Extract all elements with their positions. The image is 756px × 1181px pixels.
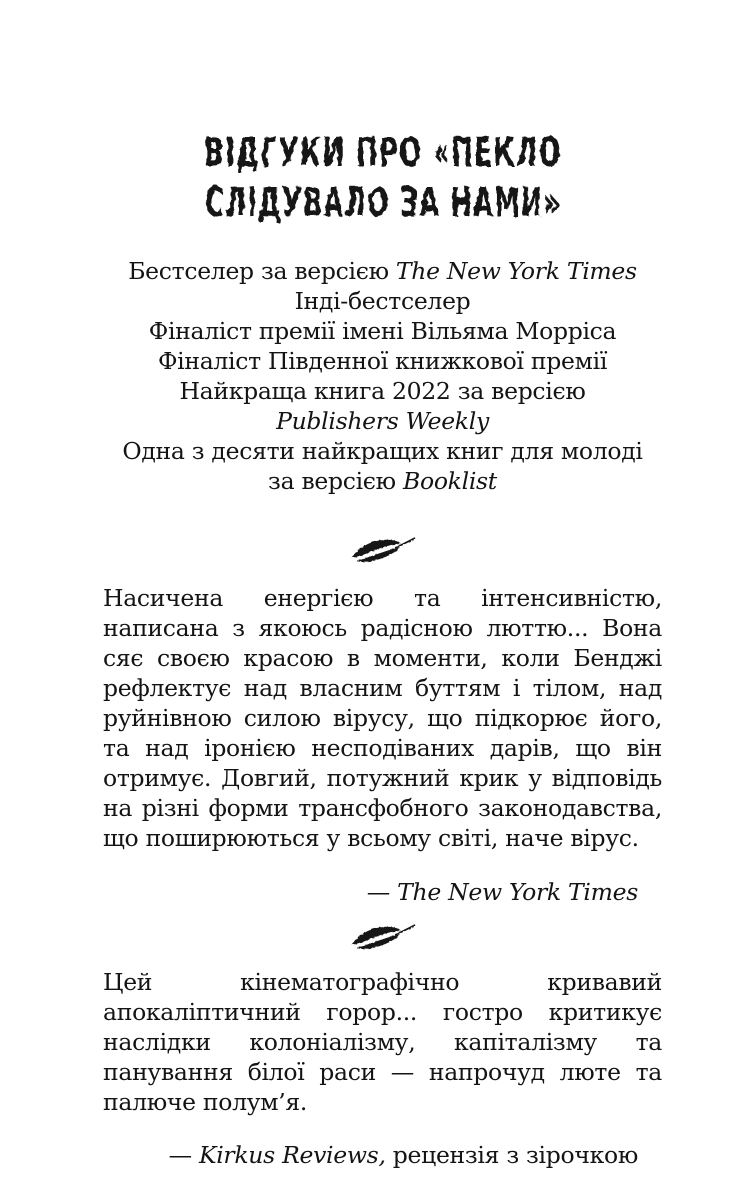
page-title-line-2: СЛІДУВАЛО ЗА НАМИ»	[205, 180, 561, 226]
accolade-line	[103, 256, 662, 286]
accolade-line	[103, 346, 662, 376]
attribution-source: The New York Times	[397, 877, 638, 906]
feather-divider-icon	[338, 534, 428, 568]
accolade-text: Фіналіст Південної книжкової премії	[157, 347, 608, 375]
accolade-line	[103, 436, 662, 466]
accolade-source: The New York Times	[395, 257, 637, 285]
accolade-source: Booklist	[403, 467, 497, 495]
review-text: Насичена енергією та інтенсивністю, написана з якоюсь радісною люттю... Вона сяє своєю красою в моменти, коли Бенджі рефлектує над власним буттям і тілом, над руйнівною силою вірусу, що підкорює його, та над іронією несподіваних дарів, що він отримує. Довгий, потужний крик у відповідь на різні форми трансфобного законодавства, що поширюються у всьому світі, наче вірус.	[103, 584, 662, 852]
accolade-text: за версією	[268, 467, 396, 495]
accolades-list	[103, 256, 662, 496]
review-text: Цей кінематографічно кривавий апокаліптичний горор... гостро критикує наслідки колоніалізму, капіталізму та панування білої раси — напрочуд люте та палюче полум’я.	[103, 967, 662, 1116]
accolade-text: Бестселер за версією	[128, 257, 389, 285]
feather-divider-icon	[338, 921, 428, 955]
section-divider	[103, 534, 662, 568]
review-attribution	[103, 1140, 662, 1170]
section-divider	[103, 921, 662, 955]
page-title	[103, 118, 662, 236]
accolade-line	[103, 316, 662, 346]
accolade-line	[103, 466, 662, 496]
text-column	[103, 118, 662, 1170]
review-attribution	[103, 877, 662, 907]
attribution-source: Kirkus Reviews,	[198, 1141, 386, 1169]
accolade-source: Publishers Weekly	[276, 407, 489, 435]
accolade-text: Найкраща книга 2022 за версією	[179, 377, 586, 405]
accolade-text: Одна з десяти найкращих книг для молоді	[122, 437, 643, 465]
accolade-text: Фіналіст премії імені Вільяма Морріса	[148, 317, 617, 345]
accolade-line	[103, 286, 662, 316]
page-title-line-1: ВІДГУКИ ПРО «ПЕКЛО	[204, 130, 562, 176]
attribution-dash: —	[366, 877, 390, 906]
accolade-line	[103, 376, 662, 406]
attribution-dash: —	[168, 1141, 192, 1169]
attribution-suffix: рецензія з зірочкою	[392, 1141, 638, 1169]
accolade-text: Інді-бестселер	[294, 287, 471, 315]
accolade-line	[103, 406, 662, 436]
